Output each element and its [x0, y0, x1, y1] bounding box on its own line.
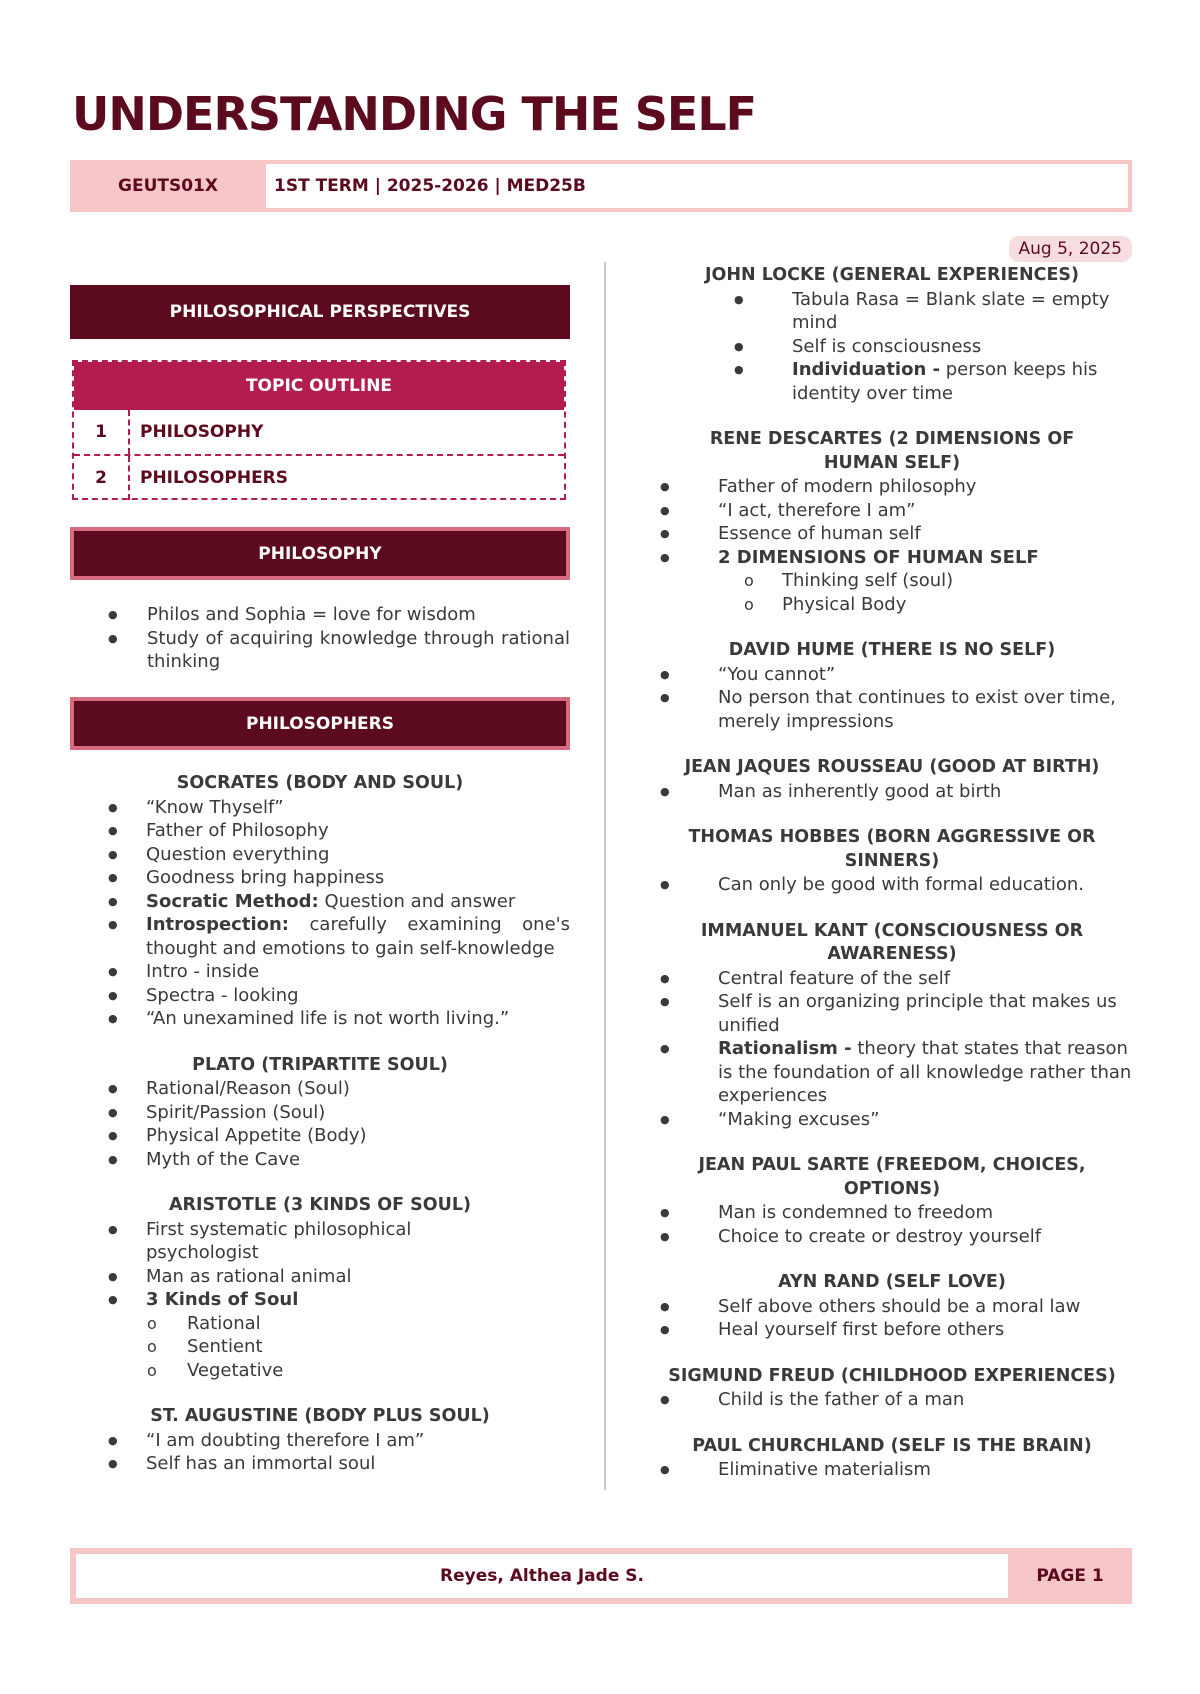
list-item: ● Tabula Rasa = Blank slate = empty mind — [724, 288, 1134, 335]
rand-section — [650, 1271, 1134, 1342]
section-title: DAVID HUME (THERE IS NO SELF) — [728, 640, 1056, 660]
hume-section — [650, 639, 1134, 733]
list-item: ● Spectra - looking — [70, 984, 570, 1008]
list-item — [70, 1288, 570, 1382]
list-item: ● Philos and Sophia = love for wisdom — [70, 603, 570, 627]
list-item: ● Intro - inside — [70, 960, 570, 984]
section-title: JEAN PAUL SARTE (FREEDOM, CHOICES, OPTIONS) — [698, 1155, 1086, 1199]
philosophers-left-column — [70, 772, 570, 1476]
course-code: GEUTS01X — [118, 176, 218, 196]
list-item — [724, 358, 1134, 405]
list-item: ● Man as rational animal — [70, 1265, 570, 1289]
list-item: ● Central feature of the self — [650, 967, 1134, 991]
topic-outline-title: TOPIC OUTLINE — [74, 362, 564, 410]
sub-list-item: o Rational — [69, 1312, 570, 1336]
section-title: IMMANUEL KANT (CONSCIOUSNESS OR AWARENESS) — [700, 920, 1084, 964]
philosophy-header: PHILOSOPHY — [70, 527, 570, 580]
list-item: ● Self above others should be a moral law — [650, 1295, 1134, 1319]
list-item: ● “Making excuses” — [650, 1108, 1134, 1132]
term-info: 1ST TERM | 2025-2026 | MED25B — [266, 164, 1128, 208]
list-item: ● Eliminative materialism — [650, 1458, 1134, 1482]
outline-row-label: PHILOSOPHY — [140, 422, 264, 442]
list-item: ● Essence of human self — [650, 522, 1134, 546]
sub-list-item: o Sentient — [69, 1335, 570, 1359]
section-title: THOMAS HOBBES (BORN AGGRESSIVE OR SINNERS) — [688, 827, 1096, 871]
list-item: ● First systematic philosophical psychologist — [70, 1218, 570, 1265]
plato-section — [70, 1054, 570, 1172]
philosophical-perspectives-header: PHILOSOPHICAL PERSPECTIVES — [70, 285, 570, 339]
list-item — [70, 913, 570, 960]
list-item: ● Myth of the Cave — [70, 1148, 570, 1172]
outline-row-number: 2 — [74, 456, 130, 500]
list-item: ● No person that continues to exist over time, merely impressions — [650, 686, 1134, 733]
section-title: SIGMUND FREUD (CHILDHOOD EXPERIENCES) — [668, 1365, 1116, 1386]
socrates-section — [70, 772, 570, 1031]
term-label: Introspection: — [146, 914, 289, 935]
term-label: Individuation - — [792, 359, 941, 380]
rousseau-section — [650, 756, 1134, 803]
section-title: JOHN LOCKE (GENERAL EXPERIENCES) — [704, 265, 1080, 285]
list-item: ● Self is consciousness — [724, 335, 1134, 359]
section-title: PAUL CHURCHLAND (SELF IS THE BRAIN) — [692, 1435, 1092, 1456]
list-item: ● Self is an organizing principle that makes us unified — [650, 990, 1134, 1037]
sub-list-item: o Vegetative — [69, 1359, 570, 1383]
section-title: JEAN JAQUES ROUSSEAU (GOOD AT BIRTH) — [684, 757, 1100, 777]
philosophy-section — [70, 603, 570, 674]
augustine-section — [70, 1405, 570, 1476]
outline-row — [74, 410, 564, 456]
philosophers-right-column — [650, 264, 1134, 1482]
section-title: PLATO (TRIPARTITE SOUL) — [192, 1054, 448, 1075]
list-item: ● Man is condemned to freedom — [650, 1201, 1134, 1225]
section-title: SOCRATES (BODY AND SOUL) — [176, 773, 464, 793]
term-label: Rationalism - — [718, 1038, 852, 1059]
sub-list-item: o Thinking self (soul) — [650, 569, 1134, 593]
kant-section — [650, 920, 1134, 1132]
outline-row — [74, 456, 564, 500]
list-item: ● Father of Philosophy — [70, 819, 570, 843]
list-item: ● Spirit/Passion (Soul) — [70, 1101, 570, 1125]
list-item: ● Self has an immortal soul — [70, 1452, 570, 1476]
list-item: ● Study of acquiring knowledge through rational thinking — [70, 627, 570, 674]
hobbes-section — [650, 826, 1134, 897]
list-item: ● “Know Thyself” — [70, 796, 570, 820]
list-item: ● “You cannot” — [650, 663, 1134, 687]
philosophers-header: PHILOSOPHERS — [70, 697, 570, 750]
page-title: UNDERSTANDING THE SELF — [72, 87, 757, 141]
list-item: ● Rational/Reason (Soul) — [70, 1077, 570, 1101]
locke-section — [650, 264, 1134, 405]
list-item: ● Father of modern philosophy — [650, 475, 1134, 499]
aristotle-section — [70, 1194, 570, 1382]
term-label: 2 DIMENSIONS OF HUMAN SELF — [718, 546, 1039, 568]
term-label: 3 Kinds of Soul — [146, 1289, 299, 1310]
list-item: ● Choice to create or destroy yourself — [650, 1225, 1134, 1249]
section-title: ARISTOTLE (3 KINDS OF SOUL) — [168, 1195, 472, 1215]
term-definition: theory that states that reason is the foundation of all knowledge rather than experiences — [718, 1038, 1132, 1106]
freud-section — [650, 1365, 1134, 1412]
list-item: ● Physical Appetite (Body) — [70, 1124, 570, 1148]
list-item: ● Question everything — [70, 843, 570, 867]
list-item — [650, 546, 1134, 617]
outline-row-label: PHILOSOPHERS — [140, 468, 289, 488]
list-item: ● Man as inherently good at birth — [650, 780, 1134, 804]
term-label: Socratic Method: — [146, 890, 319, 912]
section-title: AYN RAND (SELF LOVE) — [778, 1272, 1006, 1292]
date-badge: Aug 5, 2025 — [1009, 236, 1133, 262]
section-title: ST. AUGUSTINE (BODY PLUS SOUL) — [150, 1406, 490, 1426]
author-name: Reyes, Althea Jade S. — [76, 1554, 1008, 1598]
list-item: ● “I am doubting therefore I am” — [70, 1429, 570, 1453]
list-item: ● “I act, therefore I am” — [650, 499, 1134, 523]
term-definition: Question and answer — [318, 890, 516, 912]
topic-outline — [72, 360, 566, 500]
column-divider — [604, 262, 606, 1490]
page-number: PAGE 1 — [1036, 1566, 1104, 1586]
list-item: ● Child is the father of a man — [650, 1388, 1134, 1412]
list-item: ● “An unexamined life is not worth living.” — [70, 1007, 570, 1031]
list-item — [650, 1037, 1134, 1108]
outline-row-number: 1 — [74, 410, 130, 454]
sartre-section — [650, 1154, 1134, 1248]
term-definition: carefully examining one's thought and emotions to gain self-knowledge — [146, 914, 570, 959]
churchland-section — [650, 1435, 1134, 1482]
descartes-section — [650, 428, 1134, 616]
list-item: ● Can only be good with formal education. — [650, 873, 1134, 897]
list-item — [70, 890, 570, 914]
term-definition: person keeps his identity over time — [792, 359, 1098, 404]
list-item: ● Heal yourself first before others — [650, 1318, 1134, 1342]
section-title: RENE DESCARTES (2 DIMENSIONS OF HUMAN SELF) — [709, 429, 1075, 473]
sub-list-item: o Physical Body — [650, 593, 1134, 617]
list-item: ● Goodness bring happiness — [70, 866, 570, 890]
